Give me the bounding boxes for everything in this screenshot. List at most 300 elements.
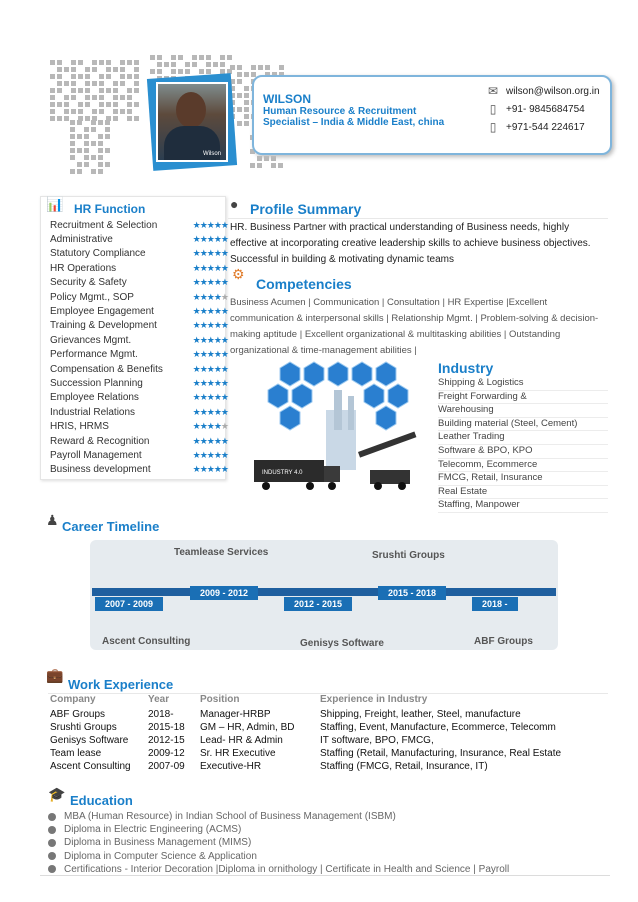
industry-graphic-label: INDUSTRY 4.0 <box>262 470 303 476</box>
hr-function-label: Payroll Management <box>50 449 142 461</box>
hr-function-item <box>50 247 228 261</box>
map-dot <box>134 81 139 86</box>
star-icon: ★ <box>192 349 200 360</box>
star-icon: ★ <box>199 449 207 460</box>
hr-function-label: Policy Mgmt., SOP <box>50 291 134 303</box>
star-icon: ★ <box>192 449 200 460</box>
map-dot <box>127 60 132 65</box>
star-icon: ★ <box>220 305 228 316</box>
star-icon: ★ <box>192 262 200 273</box>
bullet-icon <box>48 826 56 834</box>
star-icon: ★ <box>206 449 214 460</box>
industry-item: Building material (Steel, Cement) <box>438 417 608 432</box>
hr-function-label: Security & Safety <box>50 277 127 289</box>
star-icon: ★ <box>213 219 221 230</box>
title-line-1: Human Resource & Recruitment <box>263 106 417 117</box>
star-icon: ★ <box>220 449 228 460</box>
star-icon: ★ <box>199 219 207 230</box>
star-icon: ★ <box>220 233 228 244</box>
education-text: Diploma in Computer Science & Application <box>64 850 257 862</box>
star-icon: ★ <box>192 464 200 475</box>
star-icon: ★ <box>206 349 214 360</box>
hr-function-item <box>50 218 228 232</box>
map-dot <box>127 88 132 93</box>
col-experience: Experience in Industry <box>320 694 428 705</box>
industry-4-graphic <box>230 360 434 510</box>
map-dot <box>98 162 103 167</box>
star-icon: ★ <box>220 219 228 230</box>
map-dot <box>92 67 97 72</box>
map-dot <box>84 141 89 146</box>
star-icon: ★ <box>220 320 228 331</box>
map-dot <box>185 62 190 67</box>
col-company: Company <box>50 694 96 705</box>
rating-stars <box>193 277 228 288</box>
star-icon: ★ <box>213 291 221 302</box>
hr-function-item <box>50 434 228 448</box>
map-dot <box>106 88 111 93</box>
competencies-text: Business Acumen | Communication | Consultation | HR Expertise |Excellent communication & interpersonal skills | Relationship Mgmt. | Problem-solving & decision-making aptitude | Excellent organizational & multitasking abilities | Outstanding organizational & time-management abilities | <box>230 297 599 356</box>
star-icon: ★ <box>192 421 200 432</box>
hr-function-item <box>50 362 228 376</box>
map-dot <box>237 79 242 84</box>
star-icon: ★ <box>199 406 207 417</box>
education-text: Diploma in Business Management (MIMS) <box>64 837 252 849</box>
person-icon: ♟ <box>46 512 59 528</box>
map-dot <box>171 69 176 74</box>
phone-icon: ▯ <box>489 120 497 134</box>
star-icon: ★ <box>192 377 200 388</box>
star-icon: ★ <box>220 277 228 288</box>
star-icon: ★ <box>213 363 221 374</box>
map-dot <box>230 65 235 70</box>
rating-stars <box>193 464 228 475</box>
map-dot <box>98 169 103 174</box>
map-dot <box>64 67 69 72</box>
map-dot <box>84 155 89 160</box>
map-dot <box>134 60 139 65</box>
profile-summary-title: Profile Summary <box>250 201 362 217</box>
map-dot <box>77 148 82 153</box>
star-icon: ★ <box>206 392 214 403</box>
map-dot <box>120 74 125 79</box>
hr-function-label: Business development <box>50 464 151 476</box>
hr-function-label: Grievances Mgmt. <box>50 334 132 346</box>
hr-function-title: HR Function <box>74 202 146 216</box>
timeline-company-genisys: Genisys Software <box>300 638 384 649</box>
hr-function-item <box>50 448 228 462</box>
map-dot <box>78 102 83 107</box>
star-icon: ★ <box>220 291 228 302</box>
map-dot <box>150 55 155 60</box>
competencies-icon: ⚙ <box>232 266 245 282</box>
star-icon: ★ <box>192 219 200 230</box>
phone-text-1: +91- 9845684754 <box>506 103 585 115</box>
map-dot <box>99 81 104 86</box>
map-dot <box>70 141 75 146</box>
star-icon: ★ <box>199 277 207 288</box>
education-text: MBA (Human Resource) in Indian School of Business Management (ISBM) <box>64 811 396 822</box>
map-dot <box>57 60 62 65</box>
map-dot <box>92 60 97 65</box>
hr-function-label: Statutory Compliance <box>50 248 146 260</box>
map-dot <box>99 102 104 107</box>
hr-function-label: Industrial Relations <box>50 406 136 418</box>
map-dot <box>244 121 249 126</box>
industry-item: Warehousing <box>438 403 608 418</box>
table-cell: Shipping, Freight, leather, Steel, manufacture <box>320 709 521 720</box>
map-dot <box>106 74 111 79</box>
education-item <box>48 864 509 875</box>
map-dot <box>106 67 111 72</box>
hr-function-item <box>50 420 228 434</box>
photo-label: Wilson <box>203 151 222 157</box>
table-cell: 2009-12 <box>148 748 185 759</box>
map-dot <box>206 62 211 67</box>
map-dot <box>120 60 125 65</box>
star-icon: ★ <box>192 233 200 244</box>
star-icon: ★ <box>213 320 221 331</box>
star-icon: ★ <box>199 320 207 331</box>
rating-stars <box>193 436 228 447</box>
hr-function-item <box>50 304 228 318</box>
map-dot <box>70 169 75 174</box>
briefcase-icon: 💼 <box>46 667 64 683</box>
map-dot <box>237 65 242 70</box>
map-dot <box>244 100 249 105</box>
star-icon: ★ <box>206 305 214 316</box>
map-dot <box>257 163 262 168</box>
hr-function-item <box>50 333 228 347</box>
map-dot <box>206 55 211 60</box>
map-dot <box>127 95 132 100</box>
map-dot <box>244 107 249 112</box>
map-dot <box>70 155 75 160</box>
star-icon: ★ <box>213 435 221 446</box>
industry-title: Industry <box>438 360 494 376</box>
col-year: Year <box>148 694 170 705</box>
candidate-title <box>263 106 483 128</box>
map-dot <box>92 95 97 100</box>
map-dot <box>105 134 110 139</box>
industry-item: FMCG, Retail, Insurance <box>438 471 608 486</box>
industry-item: Real Estate <box>438 485 608 500</box>
map-dot <box>134 88 139 93</box>
rating-stars <box>193 364 228 375</box>
map-dot <box>91 141 96 146</box>
star-icon: ★ <box>206 320 214 331</box>
map-dot <box>192 55 197 60</box>
star-icon: ★ <box>220 377 228 388</box>
industry-item: Freight Forwarding & <box>438 390 608 405</box>
education-item <box>48 811 396 822</box>
timeline-date-5: 2018 - <box>472 597 518 611</box>
industry-item: Shipping & Logistics <box>438 376 608 391</box>
star-icon: ★ <box>213 464 221 475</box>
star-icon: ★ <box>192 248 200 259</box>
map-dot <box>99 88 104 93</box>
map-dot <box>105 127 110 132</box>
rating-stars <box>193 335 228 346</box>
education-text: Certifications - Interior Decoration |Diploma in ornithology | Certificate in Health and Science | Payroll <box>64 863 510 875</box>
map-dot <box>71 88 76 93</box>
map-dot <box>134 116 139 121</box>
map-dot <box>57 116 62 121</box>
table-cell: Staffing, Event, Manufacture, Ecommerce, Telecomm <box>320 722 556 733</box>
map-dot <box>84 148 89 153</box>
map-dot <box>244 114 249 119</box>
hr-function-item <box>50 391 228 405</box>
hr-function-item <box>50 261 228 275</box>
map-dot <box>70 148 75 153</box>
star-icon: ★ <box>199 233 207 244</box>
hr-function-item <box>50 319 228 333</box>
map-dot <box>92 81 97 86</box>
map-dot <box>77 162 82 167</box>
star-icon: ★ <box>199 363 207 374</box>
candidate-name: WILSON <box>263 92 311 106</box>
map-dot <box>120 67 125 72</box>
map-dot <box>50 95 55 100</box>
map-dot <box>64 102 69 107</box>
map-dot <box>237 93 242 98</box>
education-item <box>48 824 241 835</box>
map-dot <box>271 156 276 161</box>
star-icon: ★ <box>199 392 207 403</box>
map-dot <box>120 109 125 114</box>
industry-item: Staffing, Manpower <box>438 498 608 513</box>
map-dot <box>279 65 284 70</box>
hr-function-item <box>50 405 228 419</box>
hr-function-label: Compensation & Benefits <box>50 363 163 375</box>
map-dot <box>92 109 97 114</box>
map-dot <box>64 116 69 121</box>
rating-stars <box>193 306 228 317</box>
map-dot <box>91 120 96 125</box>
hr-function-label: Administrative <box>50 233 113 245</box>
map-dot <box>171 55 176 60</box>
chart-icon: 📊 <box>46 196 64 212</box>
map-dot <box>278 163 283 168</box>
star-icon: ★ <box>192 392 200 403</box>
rating-stars <box>193 407 228 418</box>
map-dot <box>91 155 96 160</box>
timeline-company-ascent: Ascent Consulting <box>102 636 191 647</box>
education-item <box>48 837 251 848</box>
bullet-icon <box>48 839 56 847</box>
table-cell: Genisys Software <box>50 735 129 746</box>
star-icon: ★ <box>220 262 228 273</box>
hr-function-label: Reward & Recognition <box>50 435 150 447</box>
map-dot <box>50 109 55 114</box>
map-dot <box>64 95 69 100</box>
map-dot <box>220 62 225 67</box>
table-cell: IT software, BPO, FMCG, <box>320 735 434 746</box>
table-cell: Team lease <box>50 748 102 759</box>
rating-stars <box>193 349 228 360</box>
map-dot <box>106 60 111 65</box>
rating-stars <box>193 234 228 245</box>
map-dot <box>127 102 132 107</box>
rating-stars <box>193 320 228 331</box>
email-row <box>486 84 600 98</box>
industry-item: Leather Trading <box>438 430 608 445</box>
hr-function-item <box>50 232 228 246</box>
email-icon: ✉ <box>487 84 499 98</box>
map-dot <box>185 69 190 74</box>
map-dot <box>120 81 125 86</box>
star-icon: ★ <box>192 291 200 302</box>
map-dot <box>71 74 76 79</box>
map-dot <box>70 134 75 139</box>
map-dot <box>71 109 76 114</box>
map-dot <box>98 141 103 146</box>
bullet-icon <box>48 865 56 873</box>
star-icon: ★ <box>220 464 228 475</box>
star-icon: ★ <box>213 233 221 244</box>
map-dot <box>85 67 90 72</box>
star-icon: ★ <box>199 291 207 302</box>
map-dot <box>78 109 83 114</box>
map-dot <box>78 60 83 65</box>
star-icon: ★ <box>220 248 228 259</box>
map-dot <box>84 127 89 132</box>
map-dot <box>113 95 118 100</box>
work-table-body <box>50 708 610 773</box>
map-dot <box>99 74 104 79</box>
star-icon: ★ <box>192 277 200 288</box>
map-dot <box>150 69 155 74</box>
star-icon: ★ <box>199 464 207 475</box>
rating-stars <box>193 248 228 259</box>
star-icon: ★ <box>206 377 214 388</box>
career-timeline-title: Career Timeline <box>62 519 160 534</box>
star-icon: ★ <box>192 363 200 374</box>
map-dot <box>105 120 110 125</box>
table-cell: Ascent Consulting <box>50 761 131 772</box>
timeline-bar <box>92 588 556 596</box>
industry-item: Software & BPO, KPO <box>438 444 608 459</box>
education-item <box>48 851 257 862</box>
star-icon: ★ <box>220 421 228 432</box>
map-dot <box>113 116 118 121</box>
hr-function-label: Employee Engagement <box>50 305 154 317</box>
star-icon: ★ <box>199 305 207 316</box>
map-dot <box>134 74 139 79</box>
map-dot <box>244 93 249 98</box>
map-dot <box>164 62 169 67</box>
bullet-icon <box>48 813 56 821</box>
star-icon: ★ <box>220 406 228 417</box>
graduation-icon: 🎓 <box>48 786 66 802</box>
map-dot <box>106 102 111 107</box>
star-icon: ★ <box>213 406 221 417</box>
map-dot <box>91 169 96 174</box>
map-dot <box>85 74 90 79</box>
map-dot <box>71 60 76 65</box>
timeline-company-srushti: Srushti Groups <box>372 550 445 561</box>
star-icon: ★ <box>206 291 214 302</box>
map-dot <box>244 72 249 77</box>
work-table-header <box>50 694 610 708</box>
star-icon: ★ <box>213 449 221 460</box>
table-row <box>50 760 610 773</box>
rating-stars <box>193 450 228 461</box>
star-icon: ★ <box>206 421 214 432</box>
map-dot <box>265 65 270 70</box>
table-cell: Executive-HR <box>200 761 262 772</box>
star-icon: ★ <box>199 248 207 259</box>
map-dot <box>98 155 103 160</box>
map-dot <box>91 127 96 132</box>
star-icon: ★ <box>213 392 221 403</box>
map-dot <box>113 88 118 93</box>
map-dot <box>70 127 75 132</box>
col-position: Position <box>200 694 240 705</box>
star-icon: ★ <box>213 421 221 432</box>
map-dot <box>85 102 90 107</box>
phone-text-2: +971-544 224617 <box>506 121 585 133</box>
map-dot <box>99 109 104 114</box>
map-dot <box>64 109 69 114</box>
work-experience-table <box>50 694 610 773</box>
table-cell: Lead- HR & Admin <box>200 735 283 746</box>
table-cell: Manager-HRBP <box>200 709 271 720</box>
hr-function-label: Training & Development <box>50 320 157 332</box>
map-dot <box>199 55 204 60</box>
map-dot <box>71 81 76 86</box>
phone-icon: ▯ <box>489 102 497 116</box>
star-icon: ★ <box>213 248 221 259</box>
table-cell: GM – HR, Admin, BD <box>200 722 295 733</box>
profile-summary-text: HR. Business Partner with practical understanding of Business needs, highly effective at incorporating creative leadership skills to achieve business objectives. Successful in building & motivating dynamic teams <box>230 222 591 265</box>
profile-photo-face <box>176 92 206 128</box>
map-dot <box>50 60 55 65</box>
timeline-company-abf: ABF Groups <box>474 636 533 647</box>
star-icon: ★ <box>213 262 221 273</box>
bullet-icon <box>48 852 56 860</box>
map-dot <box>77 120 82 125</box>
star-icon: ★ <box>206 248 214 259</box>
map-dot <box>157 55 162 60</box>
profile-divider <box>228 218 608 219</box>
map-dot <box>84 162 89 167</box>
phone-row-2 <box>486 120 585 134</box>
map-dot <box>85 95 90 100</box>
table-cell: 2007-09 <box>148 761 185 772</box>
star-icon: ★ <box>206 277 214 288</box>
education-text: Diploma in Electric Engineering (ACMS) <box>64 824 242 836</box>
star-icon: ★ <box>192 320 200 331</box>
rating-stars <box>193 392 228 403</box>
map-dot <box>127 116 132 121</box>
map-dot <box>120 95 125 100</box>
star-icon: ★ <box>213 305 221 316</box>
map-dot <box>50 74 55 79</box>
map-dot <box>78 74 83 79</box>
map-dot <box>85 116 90 121</box>
rating-stars <box>193 292 228 303</box>
email-text[interactable]: wilson@wilson.org.in <box>506 85 600 97</box>
map-dot <box>105 148 110 153</box>
star-icon: ★ <box>213 277 221 288</box>
rating-stars <box>193 378 228 389</box>
rating-stars <box>193 421 228 432</box>
table-cell: Sr. HR Executive <box>200 748 276 759</box>
map-dot <box>98 120 103 125</box>
map-dot <box>50 102 55 107</box>
competencies-title: Competencies <box>256 276 352 292</box>
